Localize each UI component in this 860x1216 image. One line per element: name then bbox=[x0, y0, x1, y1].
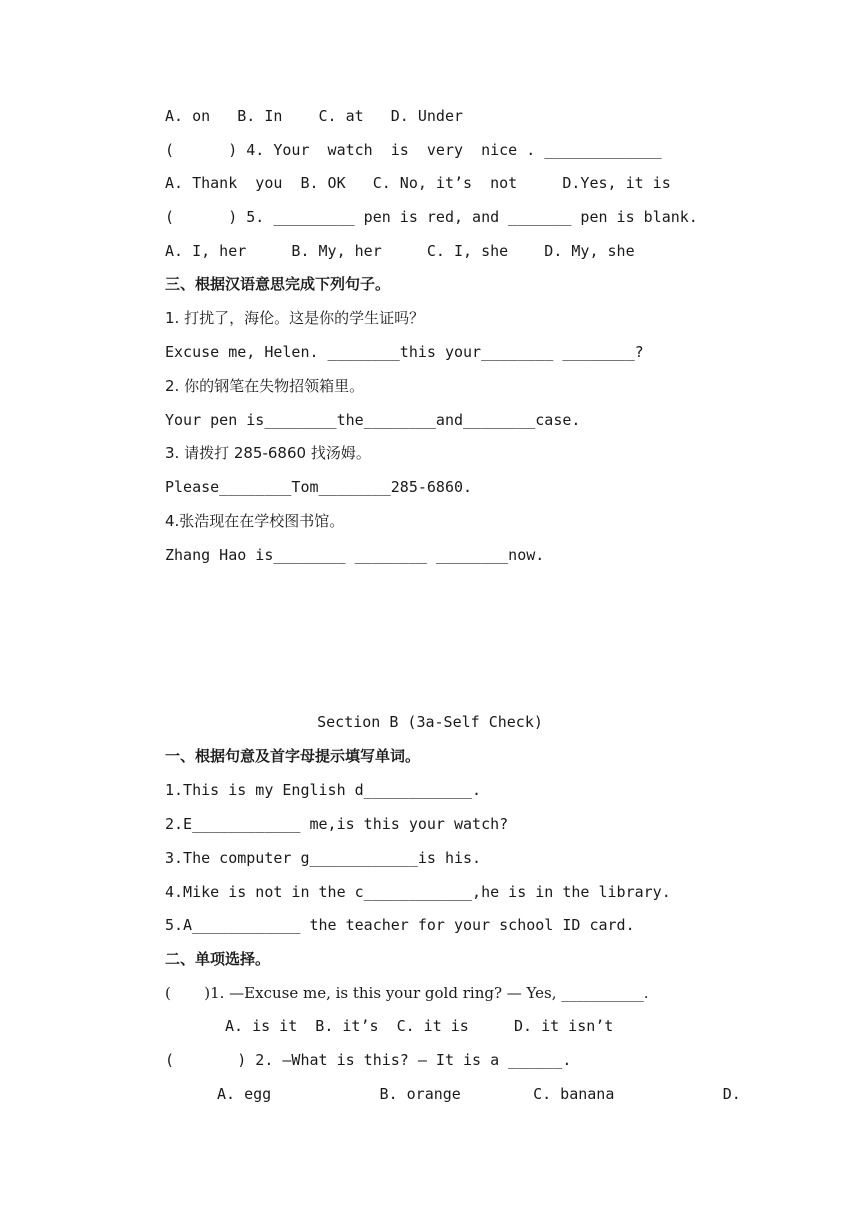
section-b-part2-heading: 二、单项选择。 bbox=[165, 950, 271, 968]
section-b-part1-heading: 一、根据句意及首字母提示填写单词。 bbox=[165, 747, 421, 765]
q5-options: A. I, her B. My, her C. I, she D. My, she bbox=[165, 242, 635, 260]
section3-item3-en: Please________Tom________285-6860. bbox=[165, 478, 473, 496]
section-b-title: Section B (3a-Self Check) bbox=[317, 713, 543, 731]
section3-heading: 三、根据汉语意思完成下列句子。 bbox=[165, 275, 391, 293]
fill-item-3: 3.The computer g____________is his. bbox=[165, 849, 482, 867]
section3-item2-cn: 2. 你的钢笔在失物招领箱里。 bbox=[165, 377, 365, 395]
section3-item4-en: Zhang Hao is________ ________ ________now. bbox=[165, 546, 545, 564]
section3-item4-cn: 4.张浩现在在学校图书馆。 bbox=[165, 512, 345, 530]
fill-item-5: 5.A____________ the teacher for your school ID card. bbox=[165, 916, 635, 934]
fill-item-2: 2.E____________ me,is this your watch? bbox=[165, 815, 509, 833]
section3-item1-cn: 1. 打扰了，海伦。这是你的学生证吗？ bbox=[165, 309, 425, 327]
choice-q2-options: A. egg B. orange C. banana D. bbox=[217, 1085, 741, 1103]
fill-item-1: 1.This is my English d____________. bbox=[165, 781, 482, 799]
q4-question: ( ) 4. Your watch is very nice . _____________ bbox=[165, 141, 662, 159]
q3-options: A. on B. In C. at D. Under bbox=[165, 107, 464, 125]
section3-item1-en: Excuse me, Helen. ________this your________ ________? bbox=[165, 343, 644, 361]
q4-options: A. Thank you B. OK C. No, it’s not D.Yes, it is bbox=[165, 174, 671, 192]
section3-item2-en: Your pen is________the________and________case. bbox=[165, 411, 581, 429]
section3-item3-cn: 3. 请拨打 285-6860 找汤姆。 bbox=[165, 444, 371, 462]
choice-q1-options: A. is it B. it’s C. it is D. it isn’t bbox=[225, 1017, 614, 1035]
fill-item-4: 4.Mike is not in the c____________,he is in the library. bbox=[165, 883, 671, 901]
choice-q1: ( )1. —Excuse me, is this your gold ring? — Yes, ___________. bbox=[165, 984, 649, 1002]
choice-q2: ( ) 2. —What is this? — It is a ______. bbox=[165, 1051, 572, 1069]
q5-question: ( ) 5. _________ pen is red, and _______ pen is blank. bbox=[165, 208, 698, 226]
